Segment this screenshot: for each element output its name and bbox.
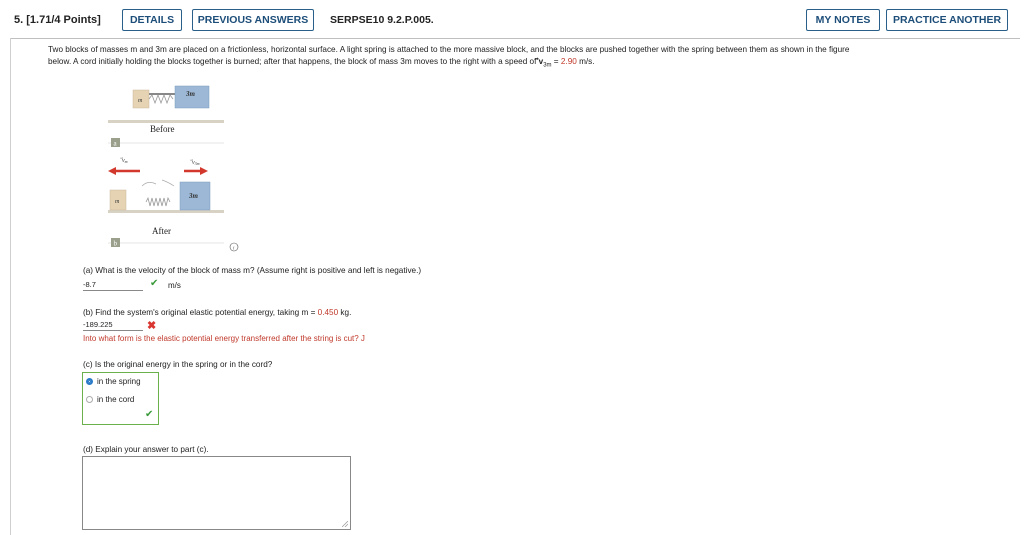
- left-frame-border: [10, 38, 11, 535]
- problem-line-2: below. A cord initially holding the blocks together is burned; after that happens, the block of mass 3m moves to the right with a speed of $v_{3m} = 2.90$ m/s.: [48, 57, 595, 69]
- after-surface: [108, 210, 224, 213]
- problem-statement: [48, 44, 1008, 72]
- option-label-spring: in the spring: [97, 377, 141, 386]
- svg-text:b: b: [113, 239, 117, 248]
- part-b-incorrect-icon: ✖: [147, 320, 157, 332]
- header-divider: [10, 38, 1020, 39]
- problem-line-1: Two blocks of masses m and 3m are placed on a frictionless, horizontal surface. A light spring is attached to the more massive block, and the blocks are pushed together with the spring between them as shown in the figure: [48, 45, 850, 54]
- part-a-unit: m/s: [168, 281, 181, 290]
- part-b-question: (b) Find the system's original elastic potential energy, taking m = 0.450 kg.: [83, 308, 352, 317]
- part-a-question: (a) What is the velocity of the block of mass m? (Assume right is positive and left is negative.): [83, 266, 422, 275]
- practice-another-button[interactable]: PRACTICE ANOTHER: [886, 9, 1008, 31]
- velocity-m-label: vm: [122, 158, 128, 164]
- problem-id: SERPSE10 9.2.P.005.: [322, 9, 442, 31]
- svg-text:3m: 3m: [189, 192, 198, 200]
- question-header: [14, 14, 101, 26]
- part-b-answer-field[interactable]: -189.225: [83, 320, 143, 331]
- before-block-m-label: m: [138, 98, 143, 104]
- velocity-3m-label: v3m: [192, 160, 200, 166]
- option-label-cord: in the cord: [97, 395, 135, 404]
- part-d-answer-textarea[interactable]: [82, 456, 351, 530]
- before-surface: [108, 120, 224, 123]
- part-d-question: (d) Explain your answer to part (c).: [83, 445, 209, 454]
- question-points: [1.71/4 Points]: [26, 14, 101, 26]
- resize-grip-icon[interactable]: [342, 521, 348, 527]
- details-button[interactable]: DETAILS: [122, 9, 182, 31]
- broken-cord-right: [162, 180, 174, 186]
- broken-cord-left: [142, 182, 156, 186]
- after-spring: [146, 198, 170, 206]
- before-label: Before: [150, 124, 175, 134]
- before-spring: [149, 95, 173, 103]
- previous-answers-button[interactable]: PREVIOUS ANSWERS: [192, 9, 314, 31]
- question-number: 5.: [14, 14, 24, 26]
- svg-text:m: m: [115, 199, 120, 205]
- cord: [149, 93, 175, 95]
- part-c-question: (c) Is the original energy in the spring or in the cord?: [83, 360, 273, 369]
- svg-text:i: i: [233, 246, 235, 252]
- my-notes-button[interactable]: MY NOTES: [806, 9, 880, 31]
- before-block-3m-label: 3m: [186, 90, 195, 98]
- mass-value: 0.450: [317, 308, 339, 317]
- part-c-correct-icon: ✔: [145, 409, 154, 420]
- blocks-figure: [100, 82, 250, 252]
- radio-in-the-spring[interactable]: [86, 378, 93, 385]
- svg-text:a: a: [113, 139, 117, 148]
- after-label: After: [152, 226, 171, 236]
- part-b-hint: Into what form is the elastic potential energy transferred after the string is cut? J: [83, 334, 365, 343]
- velocity-vector-symbol: v: [538, 57, 544, 66]
- radio-in-the-cord[interactable]: [86, 396, 93, 403]
- speed-value: 2.90: [560, 57, 577, 66]
- part-a-correct-icon: ✔: [150, 278, 159, 289]
- part-a-answer-field[interactable]: -8.7: [83, 280, 143, 291]
